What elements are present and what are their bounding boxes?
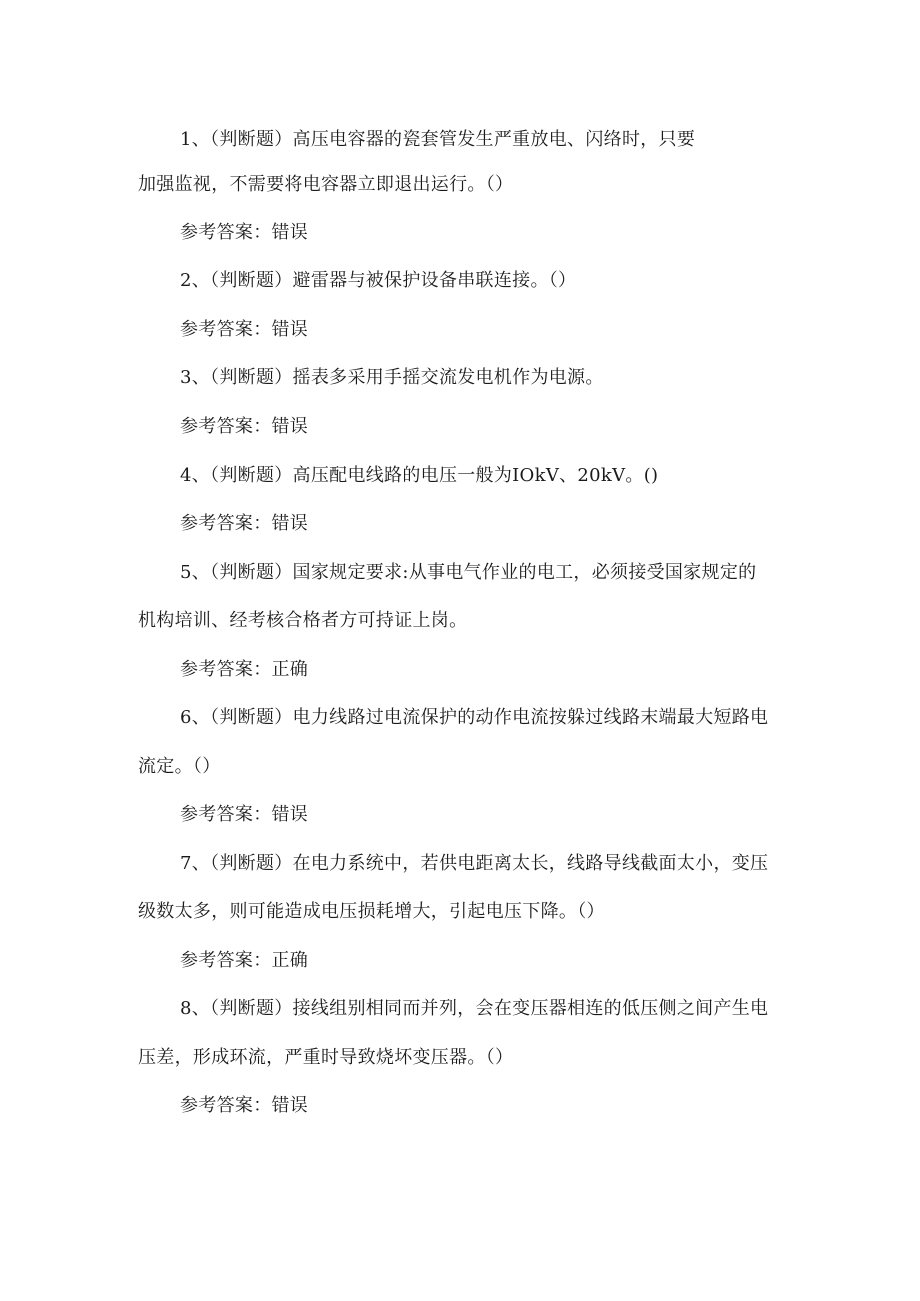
question-6-answer: 参考答案：错误 (180, 804, 309, 825)
question-8-line-1: 8、（判断题）接线组别相同而并列，会在变压器相连的低压侧之间产生电 (180, 998, 769, 1019)
question-4-line-1: 4、（判断题）高压配电线路的电压一般为IOkV、20kV。() (180, 465, 659, 486)
question-7-line-1: 7、（判断题）在电力系统中，若供电距离太长，线路导线截面太小，变压 (180, 853, 769, 874)
question-3-line-1: 3、（判断题）摇表多采用手摇交流发电机作为电源。 (180, 367, 604, 388)
question-8-line-2: 压差，形成环流，严重时导致烧坏变压器。（） (138, 1047, 514, 1068)
question-7-answer: 参考答案：正确 (180, 950, 309, 971)
question-8-answer: 参考答案：错误 (180, 1095, 309, 1116)
question-5-line-2: 机构培训、经考核合格者方可持证上岗。 (138, 610, 468, 631)
question-1-line-2: 加强监视，不需要将电容器立即退出运行。（） (138, 174, 514, 195)
question-2-answer: 参考答案：错误 (180, 319, 309, 340)
question-2-line-1: 2、（判断题）避雷器与被保护设备串联连接。（） (180, 270, 577, 291)
question-6-line-2: 流定。（） (138, 756, 221, 777)
question-4-answer: 参考答案：错误 (180, 513, 309, 534)
question-6-line-1: 6、（判断题）电力线路过电流保护的动作电流按躲过线路末端最大短路电 (180, 707, 769, 728)
question-1-answer: 参考答案：错误 (180, 222, 309, 243)
question-5-answer: 参考答案：正确 (180, 659, 309, 680)
question-3-answer: 参考答案：错误 (180, 416, 309, 437)
question-5-line-1: 5、（判断题）国家规定要求:从事电气作业的电工，必须接受国家规定的 (180, 562, 757, 583)
question-1-line-1: 1、（判断题）高压电容器的瓷套管发生严重放电、闪络时，只要 (180, 129, 696, 150)
question-7-line-2: 级数太多，则可能造成电压损耗增大，引起电压下降。（） (138, 901, 605, 922)
